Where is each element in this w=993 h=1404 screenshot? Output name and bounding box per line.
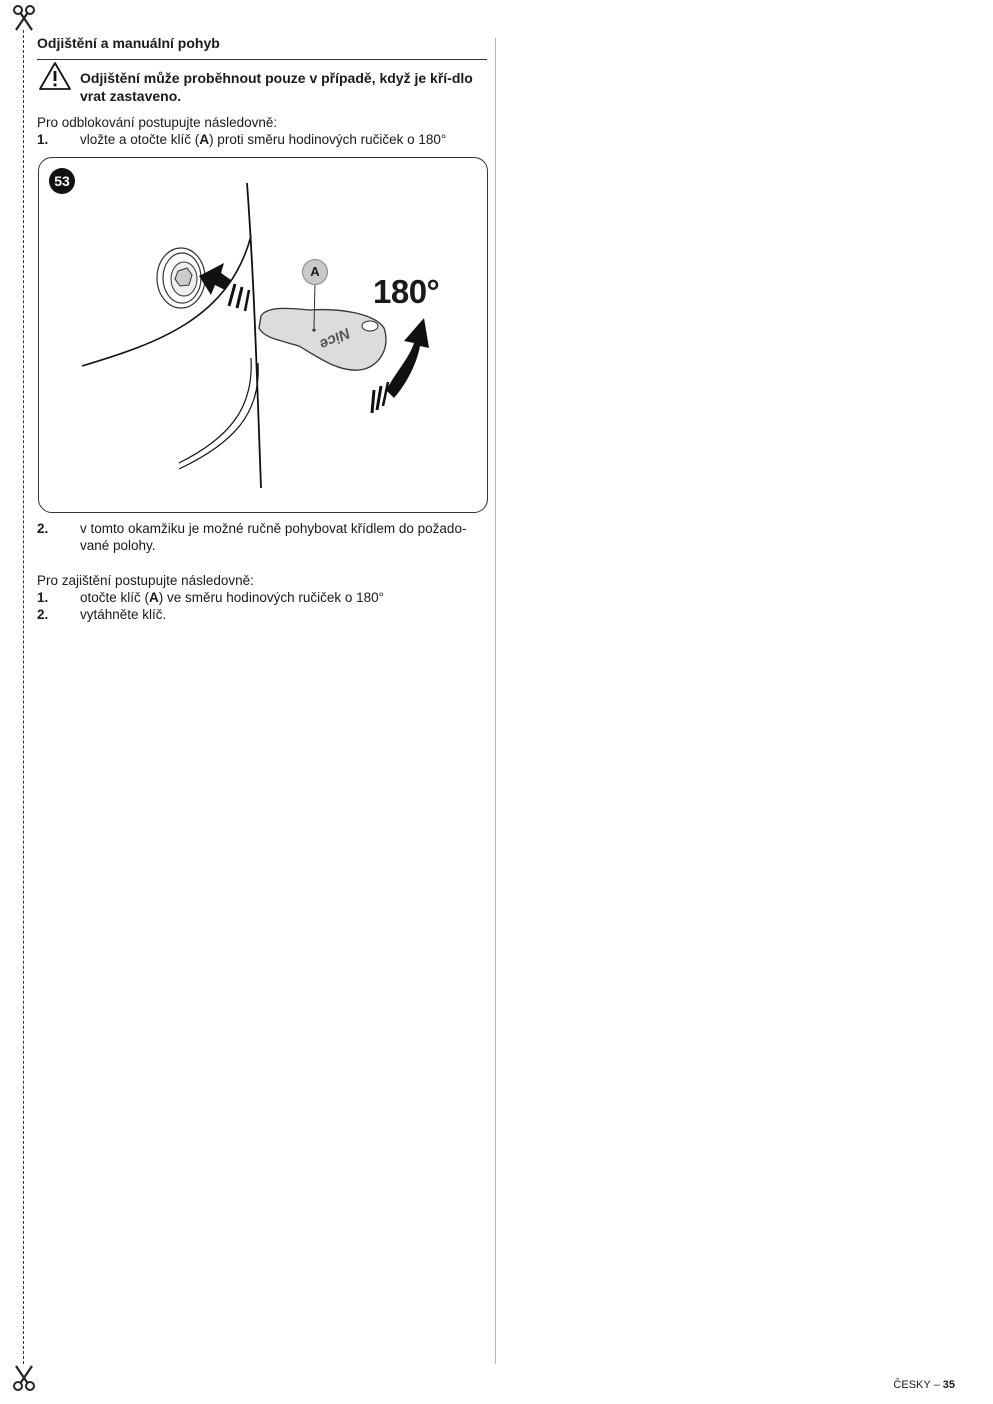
unlock-step-1 bbox=[37, 131, 487, 148]
lock-step-1 bbox=[37, 589, 487, 606]
key-reference: A bbox=[149, 590, 159, 605]
step-number: 2. bbox=[37, 607, 49, 622]
step-text: vytáhněte klíč. bbox=[80, 607, 167, 622]
scissors-icon bbox=[10, 4, 38, 32]
step-text: v tomto okamžiku je možné ručně pohybovat křídlem do požado-vané polohy. bbox=[80, 521, 467, 553]
footer-language: ČESKY – bbox=[893, 1379, 943, 1391]
warning-text: Odjištění může proběhnout pouze v případě, když je kří-dlo vrat zastaveno. bbox=[80, 70, 473, 104]
step-number: 2. bbox=[37, 521, 49, 536]
figure-number-badge: 53 bbox=[49, 168, 75, 194]
column-divider bbox=[495, 38, 496, 1364]
rotation-angle-label: 180° bbox=[373, 273, 440, 310]
step-text: otočte klíč (A) ve směru hodinových ručiček o 180° bbox=[80, 590, 385, 605]
section-title: Odjištění a manuální pohyb bbox=[37, 35, 487, 60]
callout-label: A bbox=[302, 259, 328, 285]
warning-triangle-icon bbox=[38, 61, 72, 91]
key-brand-logo: Nice bbox=[316, 324, 353, 353]
unlock-step-2 bbox=[37, 520, 487, 554]
scissors-icon bbox=[10, 1364, 38, 1392]
unlock-intro: Pro odblokování postupujte následovně: bbox=[37, 115, 278, 130]
lock-step-2 bbox=[37, 606, 487, 623]
figure-key-unlock bbox=[38, 157, 488, 513]
key-unlock-illustration bbox=[39, 158, 487, 512]
lock-intro: Pro zajištění postupujte následovně: bbox=[37, 573, 254, 588]
step-number: 1. bbox=[37, 590, 49, 605]
page-footer bbox=[893, 1379, 955, 1391]
step-number: 1. bbox=[37, 132, 49, 147]
step-text: vložte a otočte klíč (A) proti směru hodinových ručiček o 180° bbox=[80, 132, 447, 147]
page-number: 35 bbox=[942, 1379, 955, 1391]
key-reference: A bbox=[199, 132, 210, 147]
cut-line bbox=[23, 30, 24, 1364]
